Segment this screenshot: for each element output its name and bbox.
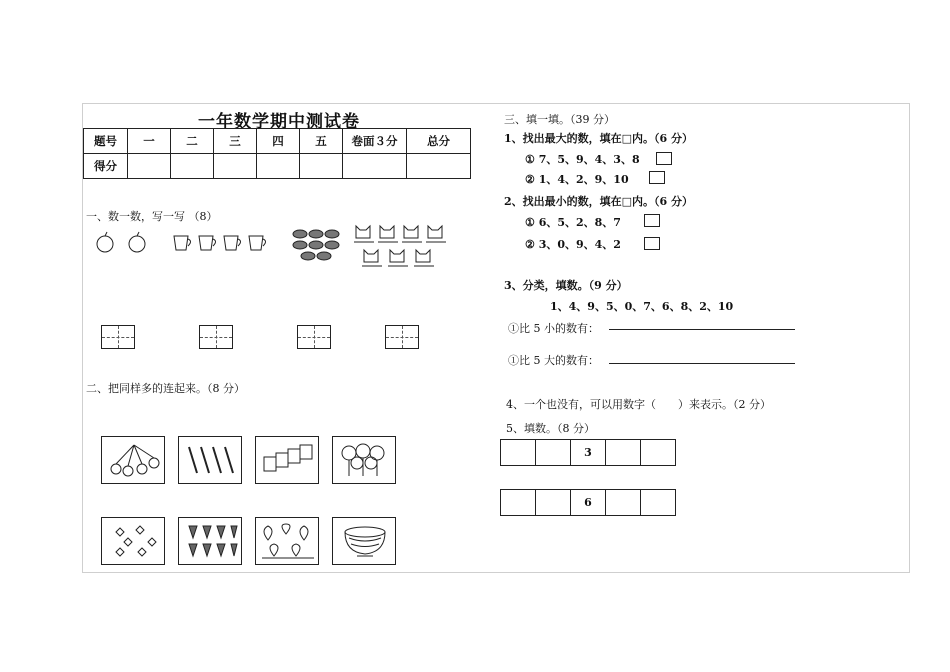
q3-numbers: 1、4、9、5、0、7、6、8、2、10 bbox=[550, 300, 734, 313]
score-header-cell: 五 bbox=[300, 129, 343, 154]
score-header-cell: 一 bbox=[128, 129, 171, 154]
picture-knives-box[interactable] bbox=[178, 436, 242, 484]
score-header-cell: 三 bbox=[214, 129, 257, 154]
score-cell[interactable] bbox=[128, 154, 171, 179]
score-cell[interactable] bbox=[300, 154, 343, 179]
knives-icon bbox=[185, 443, 237, 479]
picture-bowl-box[interactable] bbox=[332, 517, 396, 565]
q2-answer-box-1[interactable] bbox=[644, 214, 660, 227]
candies-icon bbox=[292, 228, 340, 262]
picture-trees-box[interactable] bbox=[332, 436, 396, 484]
score-header-cell: 二 bbox=[171, 129, 214, 154]
apples-icon bbox=[95, 232, 155, 254]
q2-item-1: ① 6、5、2、8、7 bbox=[525, 216, 621, 229]
q1-text: 1、找出最大的数，填在□内。（6 分） bbox=[504, 132, 694, 145]
score-table bbox=[83, 128, 471, 179]
peaches-icon bbox=[260, 522, 316, 562]
writing-box-apples[interactable] bbox=[101, 325, 135, 349]
q5-cell: 3 bbox=[571, 440, 606, 466]
picture-cards-box[interactable] bbox=[255, 436, 319, 484]
picture-peaches-box[interactable] bbox=[255, 517, 319, 565]
score-table-score-row bbox=[84, 154, 471, 179]
q1-answer-box-1[interactable] bbox=[656, 152, 672, 165]
score-cell[interactable] bbox=[343, 154, 407, 179]
section2-heading: 二、把同样多的连起来。（8 分） bbox=[86, 382, 245, 395]
q5-cell[interactable] bbox=[606, 490, 641, 516]
strawberries-icon bbox=[183, 522, 239, 562]
q1-item-2: ② 1、4、2、9、10 bbox=[525, 173, 629, 186]
q5-cell[interactable] bbox=[536, 490, 571, 516]
q2-answer-box-2[interactable] bbox=[644, 237, 660, 250]
q1-item-1: ① 7、5、9、4、3、8 bbox=[525, 153, 640, 166]
q5-cell[interactable] bbox=[606, 440, 641, 466]
q1-answer-box-2[interactable] bbox=[649, 171, 665, 184]
section3-heading: 三、填一填。（39 分） bbox=[504, 113, 615, 126]
score-header-cell: 总分 bbox=[407, 129, 471, 154]
picture-balloons-box[interactable] bbox=[101, 436, 165, 484]
writing-box-candies[interactable] bbox=[297, 325, 331, 349]
score-header-cell: 四 bbox=[257, 129, 300, 154]
q5-cell[interactable] bbox=[501, 490, 536, 516]
picture-flowers-box[interactable] bbox=[101, 517, 165, 565]
section1-heading: 一、数一数，写一写 （8） bbox=[86, 210, 218, 223]
q3-less-answer-line[interactable] bbox=[609, 329, 795, 330]
writing-box-cups[interactable] bbox=[199, 325, 233, 349]
q5-text: 5、填数。（8 分） bbox=[506, 422, 595, 435]
score-cell[interactable] bbox=[407, 154, 471, 179]
score-header-cell: 卷面３分 bbox=[343, 129, 407, 154]
score-cell[interactable] bbox=[214, 154, 257, 179]
q5-cell: 6 bbox=[571, 490, 606, 516]
trees-icon bbox=[339, 443, 391, 479]
q3-less-label: ①比 5 小的数有： bbox=[508, 322, 599, 335]
cats-icon bbox=[352, 222, 452, 270]
cards-icon bbox=[262, 443, 314, 479]
score-cell[interactable] bbox=[171, 154, 214, 179]
score-header-cell: 题号 bbox=[84, 129, 128, 154]
picture-strawberries-box[interactable] bbox=[178, 517, 242, 565]
writing-box-cats[interactable] bbox=[385, 325, 419, 349]
score-row-label: 得分 bbox=[84, 154, 128, 179]
q5-number-row-1 bbox=[500, 439, 676, 466]
flowers-icon bbox=[108, 524, 160, 560]
score-cell[interactable] bbox=[257, 154, 300, 179]
cups-icon bbox=[172, 234, 272, 254]
balloons-icon bbox=[108, 443, 160, 479]
q2-text: 2、找出最小的数，填在□内。（6 分） bbox=[504, 195, 694, 208]
q3-greater-label: ①比 5 大的数有： bbox=[508, 354, 599, 367]
q3-greater-answer-line[interactable] bbox=[609, 363, 795, 364]
exam-title: 一年数学期中测试卷 bbox=[198, 112, 360, 132]
q5-cell[interactable] bbox=[536, 440, 571, 466]
q5-number-row-2 bbox=[500, 489, 676, 516]
q4-text: 4、一个也没有，可以用数字（ ）来表示。（2 分） bbox=[506, 398, 771, 411]
score-table-header-row bbox=[84, 129, 471, 154]
q5-cell[interactable] bbox=[501, 440, 536, 466]
q2-item-2: ② 3、0、9、4、2 bbox=[525, 238, 621, 251]
q3-text: 3、分类，填数。（9 分） bbox=[504, 279, 628, 292]
bowl-icon bbox=[339, 524, 391, 560]
q5-cell[interactable] bbox=[641, 490, 676, 516]
q5-cell[interactable] bbox=[641, 440, 676, 466]
